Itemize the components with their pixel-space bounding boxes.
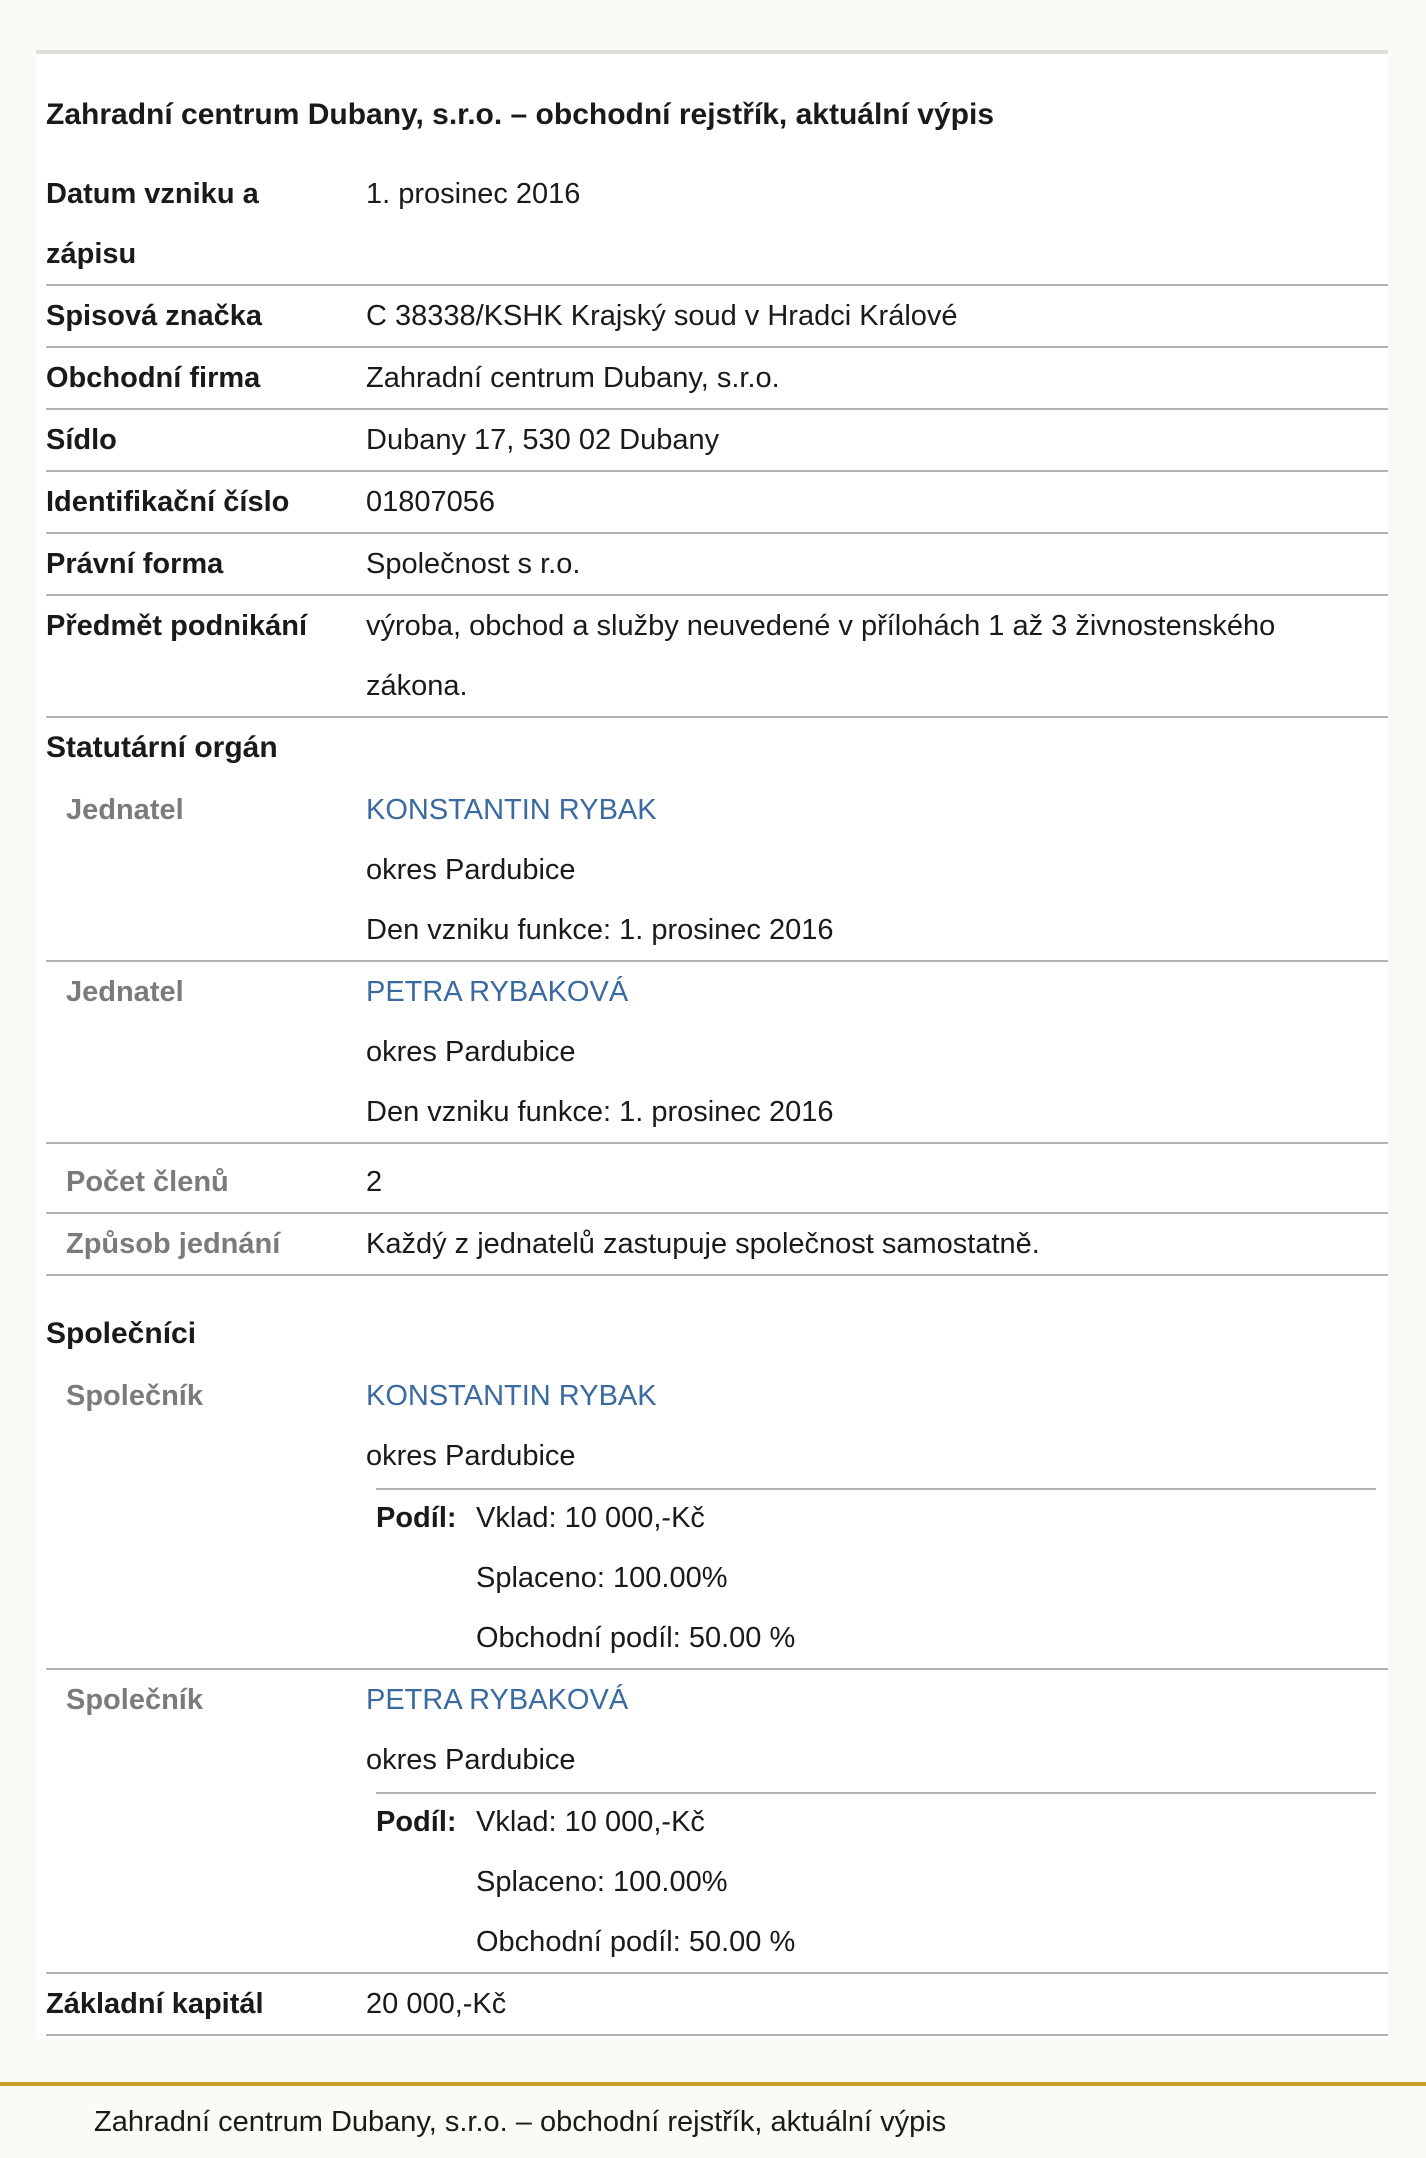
share-percent: Obchodní podíl: 50.00 % xyxy=(476,1622,796,1654)
share-paid: Splaceno: 100.00% xyxy=(476,1866,728,1898)
row-file-number xyxy=(46,286,1388,348)
row-value: 20 000,-Kč xyxy=(366,1988,507,2020)
row-label: Sídlo xyxy=(46,424,117,456)
row-acting-method xyxy=(46,1214,1388,1276)
footer-title: Zahradní centrum Dubany, s.r.o. – obchodní rejstřík, aktuální výpis xyxy=(94,2106,947,2138)
row-label: Předmět podnikání xyxy=(46,610,308,642)
row-label: Základní kapitál xyxy=(46,1988,264,2020)
share-deposit: Vklad: 10 000,-Kč xyxy=(476,1806,705,1838)
member-name-link[interactable]: KONSTANTIN RYBAK xyxy=(366,794,657,826)
partner xyxy=(46,1366,1388,1670)
row-value: Zahradní centrum Dubany, s.r.o. xyxy=(366,362,780,394)
section-statutory-body: Statutární orgán xyxy=(46,731,278,764)
member-since: Den vzniku funkce: 1. prosinec 2016 xyxy=(366,914,834,946)
row-label: Způsob jednání xyxy=(66,1228,281,1260)
member-role: Jednatel xyxy=(66,976,184,1008)
row-value: výroba, obchod a služby neuvedené v přílohách 1 až 3 živnostenského xyxy=(366,610,1276,642)
member-role: Jednatel xyxy=(66,794,184,826)
partner-role: Společník xyxy=(66,1684,203,1716)
partner-name-link[interactable]: KONSTANTIN RYBAK xyxy=(366,1380,657,1412)
row-value: 01807056 xyxy=(366,486,496,518)
share-paid: Splaceno: 100.00% xyxy=(476,1562,728,1594)
member-since: Den vzniku funkce: 1. prosinec 2016 xyxy=(366,1096,834,1128)
row-value: Dubany 17, 530 02 Dubany xyxy=(366,424,720,456)
row-value: Společnost s r.o. xyxy=(366,548,581,580)
row-label: Obchodní firma xyxy=(46,362,261,394)
page-title: Zahradní centrum Dubany, s.r.o. – obchodní rejstřík, aktuální výpis xyxy=(46,98,995,131)
row-label: Počet členů xyxy=(66,1166,229,1198)
partner-district: okres Pardubice xyxy=(366,1440,576,1472)
section-partners: Společníci xyxy=(46,1317,197,1350)
row-value: 2 xyxy=(366,1166,383,1198)
partner-district: okres Pardubice xyxy=(366,1744,576,1776)
row-label: Datum vzniku a xyxy=(46,178,259,210)
row-label: Spisová značka xyxy=(46,300,262,332)
member-district: okres Pardubice xyxy=(366,1036,576,1068)
share-percent: Obchodní podíl: 50.00 % xyxy=(476,1926,796,1958)
member-name-link[interactable]: PETRA RYBAKOVÁ xyxy=(366,976,629,1008)
row-value: zákona. xyxy=(366,670,468,702)
footer xyxy=(0,2082,1426,2158)
row-value: Každý z jednatelů zastupuje společnost samostatně. xyxy=(366,1228,1040,1260)
row-member-count xyxy=(46,1152,1388,1214)
partner-name-link[interactable]: PETRA RYBAKOVÁ xyxy=(366,1684,629,1716)
member-district: okres Pardubice xyxy=(366,854,576,886)
row-value: 1. prosinec 2016 xyxy=(366,178,581,210)
row-date-of-origin xyxy=(46,164,1388,286)
partner-role: Společník xyxy=(66,1380,203,1412)
row-registered-capital xyxy=(46,1974,1388,2036)
statutory-member xyxy=(46,962,1388,1144)
row-value: C 38338/KSHK Krajský soud v Hradci Králové xyxy=(366,300,958,332)
share-label: Podíl: xyxy=(376,1806,457,1838)
share-label: Podíl: xyxy=(376,1502,457,1534)
share-deposit: Vklad: 10 000,-Kč xyxy=(476,1502,705,1534)
statutory-member xyxy=(46,780,1388,962)
row-label: Právní forma xyxy=(46,548,224,580)
row-legal-form xyxy=(46,534,1388,596)
row-seat xyxy=(46,410,1388,472)
row-company-name xyxy=(46,348,1388,410)
registry-extract-card xyxy=(36,50,1388,2039)
row-business-activity xyxy=(46,596,1388,718)
row-company-id xyxy=(46,472,1388,534)
row-label: zápisu xyxy=(46,238,137,270)
partner xyxy=(46,1670,1388,1974)
row-label: Identifikační číslo xyxy=(46,486,290,518)
